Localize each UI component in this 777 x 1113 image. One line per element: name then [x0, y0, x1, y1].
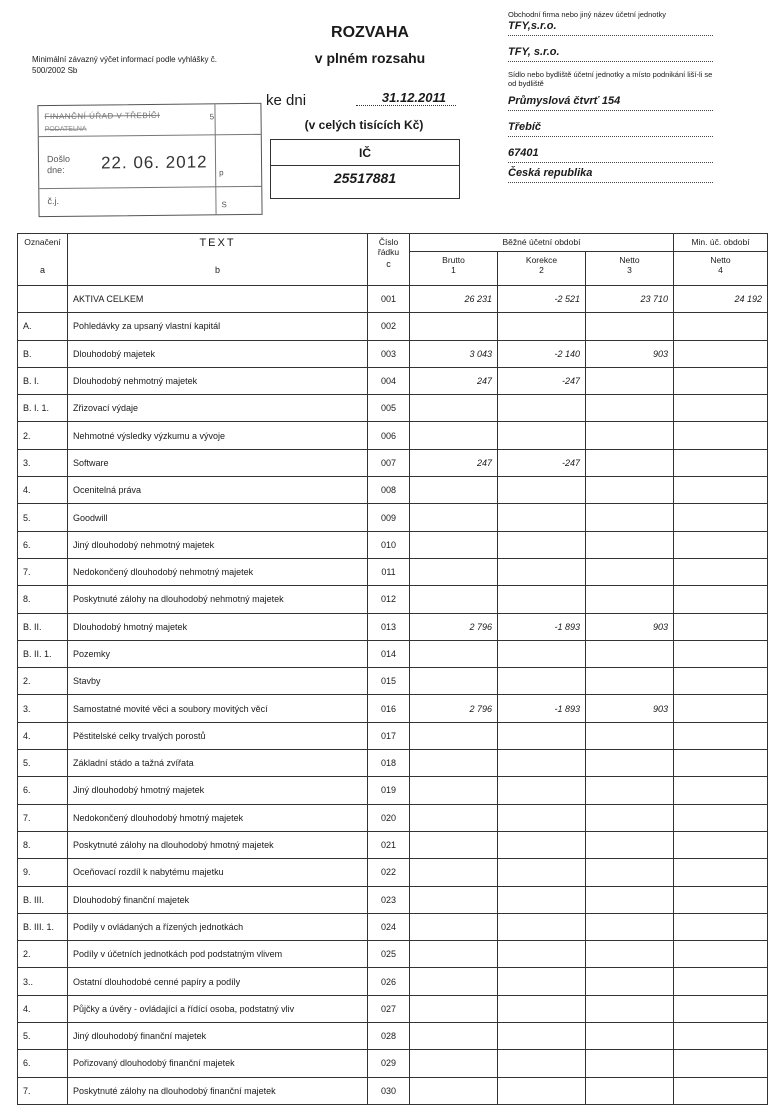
row-netto — [586, 804, 674, 831]
row-brutto: 247 — [410, 449, 498, 476]
row-text: Dlouhodobý hmotný majetek — [68, 613, 368, 640]
row-brutto — [410, 395, 498, 422]
row-korekce: -247 — [498, 449, 586, 476]
header-mark: Označení a — [18, 234, 68, 286]
row-brutto — [410, 1023, 498, 1050]
row-text: Dlouhodobý nehmotný majetek — [68, 367, 368, 394]
row-text: Jiný dlouhodobý finanční majetek — [68, 1023, 368, 1050]
row-brutto — [410, 913, 498, 940]
row-netto: 903 — [586, 695, 674, 722]
row-text: Ocenitelná práva — [68, 477, 368, 504]
header-brutto: Brutto 1 — [410, 252, 498, 286]
row-brutto — [410, 477, 498, 504]
row-korekce — [498, 886, 586, 913]
row-korekce — [498, 777, 586, 804]
row-netto-previous — [674, 613, 768, 640]
row-mark: 3.. — [18, 968, 68, 995]
table-row — [18, 804, 768, 831]
row-text: Nehmotné výsledky výzkumu a vývoje — [68, 422, 368, 449]
row-netto — [586, 831, 674, 858]
firm-name-2: TFY, s.r.o. — [508, 45, 713, 62]
row-number: 018 — [368, 750, 410, 777]
row-text: Dlouhodobý majetek — [68, 340, 368, 367]
row-mark: 8. — [18, 831, 68, 858]
row-number: 003 — [368, 340, 410, 367]
row-netto-previous — [674, 531, 768, 558]
table-row — [18, 995, 768, 1022]
row-netto: 23 710 — [586, 286, 674, 313]
table-row — [18, 313, 768, 340]
table-row — [18, 750, 768, 777]
row-korekce — [498, 968, 586, 995]
row-brutto — [410, 1077, 498, 1104]
row-brutto: 247 — [410, 367, 498, 394]
table-row — [18, 1077, 768, 1104]
row-mark: 7. — [18, 1077, 68, 1104]
row-korekce — [498, 1050, 586, 1077]
row-text: Zřizovací výdaje — [68, 395, 368, 422]
row-netto — [586, 722, 674, 749]
table-row — [18, 722, 768, 749]
row-number: 028 — [368, 1023, 410, 1050]
row-brutto — [410, 422, 498, 449]
row-netto — [586, 886, 674, 913]
row-netto-previous — [674, 1023, 768, 1050]
row-netto-previous — [674, 886, 768, 913]
row-korekce — [498, 804, 586, 831]
row-text: Pohledávky za upsaný vlastní kapitál — [68, 313, 368, 340]
row-mark: 5. — [18, 504, 68, 531]
row-text: Pozemky — [68, 640, 368, 667]
row-korekce — [498, 504, 586, 531]
row-brutto — [410, 777, 498, 804]
ic-value: 25517881 — [333, 170, 397, 186]
table-row — [18, 422, 768, 449]
row-mark: 4. — [18, 477, 68, 504]
row-text: Dlouhodobý finanční majetek — [68, 886, 368, 913]
row-brutto — [410, 831, 498, 858]
row-korekce — [498, 831, 586, 858]
row-netto-previous — [674, 586, 768, 613]
row-korekce — [498, 640, 586, 667]
row-korekce — [498, 913, 586, 940]
row-netto-previous — [674, 367, 768, 394]
row-brutto — [410, 804, 498, 831]
row-mark: 2. — [18, 422, 68, 449]
row-mark: B. I. 1. — [18, 395, 68, 422]
row-mark: 5. — [18, 1023, 68, 1050]
row-text: Nedokončený dlouhodobý hmotný majetek — [68, 804, 368, 831]
header-row-number: Číslo řádku c — [368, 234, 410, 286]
row-number: 029 — [368, 1050, 410, 1077]
row-text: AKTIVA CELKEM — [68, 286, 368, 313]
row-netto-previous — [674, 750, 768, 777]
row-text: Jiný dlouhodobý hmotný majetek — [68, 777, 368, 804]
row-text: Samostatné movité věci a soubory movitých věcí — [68, 695, 368, 722]
row-mark: 4. — [18, 995, 68, 1022]
balance-sheet-table — [17, 233, 768, 1105]
table-row — [18, 340, 768, 367]
row-text: Poskytnuté zálohy na dlouhodobý finanční majetek — [68, 1077, 368, 1104]
row-mark: B. III. — [18, 886, 68, 913]
table-row — [18, 886, 768, 913]
row-text: Pořizovaný dlouhodobý finanční majetek — [68, 1050, 368, 1077]
ic-box — [270, 139, 460, 199]
row-mark: 4. — [18, 722, 68, 749]
table-row — [18, 859, 768, 886]
row-netto-previous — [674, 668, 768, 695]
row-mark: B. III. 1. — [18, 913, 68, 940]
row-korekce — [498, 422, 586, 449]
row-netto — [586, 913, 674, 940]
table-row — [18, 695, 768, 722]
row-korekce: -2 521 — [498, 286, 586, 313]
row-number: 020 — [368, 804, 410, 831]
row-number: 024 — [368, 913, 410, 940]
stamp-mark-2: p — [219, 168, 224, 178]
table-row — [18, 477, 768, 504]
row-korekce — [498, 313, 586, 340]
row-korekce — [498, 941, 586, 968]
row-netto — [586, 422, 674, 449]
row-number: 002 — [368, 313, 410, 340]
row-text: Základní stádo a tažná zvířata — [68, 750, 368, 777]
row-number: 030 — [368, 1077, 410, 1104]
row-netto-previous — [674, 340, 768, 367]
row-text: Nedokončený dlouhodobý nehmotný majetek — [68, 558, 368, 585]
row-number: 007 — [368, 449, 410, 476]
document-subtitle: v plném rozsahu — [314, 50, 426, 66]
header-netto-previous: Netto 4 — [674, 252, 768, 286]
row-brutto — [410, 968, 498, 995]
row-brutto — [410, 886, 498, 913]
row-number: 023 — [368, 886, 410, 913]
stamp-received-date: 22. 06. 2012 — [100, 152, 208, 173]
row-number: 001 — [368, 286, 410, 313]
row-text: Půjčky a úvěry - ovládající a řídící osoba, podstatný vliv — [68, 995, 368, 1022]
row-korekce — [498, 558, 586, 585]
row-netto-previous: 24 192 — [674, 286, 768, 313]
row-text: Pěstitelské celky trvalých porostů — [68, 722, 368, 749]
row-number: 015 — [368, 668, 410, 695]
document-title: ROZVAHA — [331, 24, 409, 41]
row-korekce — [498, 995, 586, 1022]
row-netto-previous — [674, 504, 768, 531]
row-text: Oceňovací rozdíl k nabytému majetku — [68, 859, 368, 886]
row-mark: 6. — [18, 531, 68, 558]
row-netto-previous — [674, 313, 768, 340]
minimum-disclosure-note: Minimální závazný výčet informací podle vyhlášky č. 500/2002 Sb — [32, 55, 217, 75]
units-note: (v celých tisících Kč) — [304, 118, 424, 132]
row-netto-previous — [674, 695, 768, 722]
row-korekce — [498, 722, 586, 749]
row-text: Stavby — [68, 668, 368, 695]
header-text: TEXT b — [68, 234, 368, 286]
row-brutto — [410, 586, 498, 613]
received-stamp — [37, 103, 262, 217]
row-mark: 9. — [18, 859, 68, 886]
row-brutto — [410, 941, 498, 968]
row-number: 019 — [368, 777, 410, 804]
row-text: Software — [68, 449, 368, 476]
row-netto-previous — [674, 477, 768, 504]
row-netto-previous — [674, 913, 768, 940]
row-netto — [586, 449, 674, 476]
table-row — [18, 777, 768, 804]
zip: 67401 — [508, 146, 713, 163]
row-netto-previous — [674, 968, 768, 995]
row-netto — [586, 750, 674, 777]
row-netto — [586, 313, 674, 340]
city: Třebíč — [508, 120, 713, 137]
ic-label: IČ — [271, 140, 459, 166]
row-korekce: -247 — [498, 367, 586, 394]
row-netto — [586, 640, 674, 667]
table-row — [18, 531, 768, 558]
row-mark: 6. — [18, 777, 68, 804]
row-korekce — [498, 750, 586, 777]
row-brutto: 3 043 — [410, 340, 498, 367]
row-number: 022 — [368, 859, 410, 886]
row-netto — [586, 1050, 674, 1077]
table-row — [18, 504, 768, 531]
row-number: 017 — [368, 722, 410, 749]
row-netto — [586, 995, 674, 1022]
row-number: 012 — [368, 586, 410, 613]
row-netto-previous — [674, 1077, 768, 1104]
row-mark: B. I. — [18, 367, 68, 394]
row-number: 006 — [368, 422, 410, 449]
row-mark: 7. — [18, 558, 68, 585]
row-korekce: -1 893 — [498, 613, 586, 640]
row-brutto — [410, 640, 498, 667]
stamp-office: FINANČNÍ ÚŘAD V TŘEBÍČI — [44, 110, 160, 122]
row-number: 026 — [368, 968, 410, 995]
row-netto-previous — [674, 831, 768, 858]
row-mark: 8. — [18, 586, 68, 613]
row-korekce — [498, 1077, 586, 1104]
row-mark: 6. — [18, 1050, 68, 1077]
row-korekce: -1 893 — [498, 695, 586, 722]
row-brutto — [410, 313, 498, 340]
row-number: 009 — [368, 504, 410, 531]
row-netto-previous — [674, 722, 768, 749]
row-netto-previous — [674, 941, 768, 968]
as-of-date: 31.12.2011 — [356, 90, 456, 106]
row-korekce — [498, 1023, 586, 1050]
row-brutto: 26 231 — [410, 286, 498, 313]
row-netto-previous — [674, 804, 768, 831]
header-previous-period: Min. úč. období — [674, 234, 768, 252]
row-number: 014 — [368, 640, 410, 667]
row-netto — [586, 367, 674, 394]
row-netto-previous — [674, 1050, 768, 1077]
table-row — [18, 286, 768, 313]
row-netto — [586, 777, 674, 804]
row-netto: 903 — [586, 613, 674, 640]
row-mark: 2. — [18, 941, 68, 968]
table-row — [18, 941, 768, 968]
row-korekce — [498, 668, 586, 695]
row-brutto — [410, 750, 498, 777]
row-brutto — [410, 1050, 498, 1077]
table-row — [18, 640, 768, 667]
table-row — [18, 968, 768, 995]
table-row — [18, 367, 768, 394]
table-row — [18, 668, 768, 695]
row-text: Poskytnuté zálohy na dlouhodobý nehmotný majetek — [68, 586, 368, 613]
row-brutto: 2 796 — [410, 695, 498, 722]
header-current-period: Běžné účetní období — [410, 234, 674, 252]
row-brutto — [410, 859, 498, 886]
row-text: Ostatní dlouhodobé cenné papíry a podíly — [68, 968, 368, 995]
row-netto — [586, 558, 674, 585]
row-korekce: -2 140 — [498, 340, 586, 367]
table-row — [18, 1023, 768, 1050]
row-brutto — [410, 995, 498, 1022]
row-text: Podíly v účetních jednotkách pod podstatným vlivem — [68, 941, 368, 968]
row-netto-previous — [674, 995, 768, 1022]
company-info — [508, 10, 713, 186]
firm-label: Obchodní firma nebo jiný název účetní jednotky — [508, 10, 667, 19]
row-text: Goodwill — [68, 504, 368, 531]
row-number: 005 — [368, 395, 410, 422]
row-netto — [586, 504, 674, 531]
row-korekce — [498, 859, 586, 886]
row-mark: B. II. 1. — [18, 640, 68, 667]
row-netto — [586, 941, 674, 968]
row-mark — [18, 286, 68, 313]
table-row — [18, 586, 768, 613]
row-text: Poskytnuté zálohy na dlouhodobý hmotný majetek — [68, 831, 368, 858]
row-korekce — [498, 531, 586, 558]
table-row — [18, 558, 768, 585]
row-netto — [586, 1077, 674, 1104]
row-mark: 2. — [18, 668, 68, 695]
row-netto — [586, 531, 674, 558]
row-netto — [586, 395, 674, 422]
row-mark: 3. — [18, 449, 68, 476]
row-netto — [586, 586, 674, 613]
row-netto-previous — [674, 558, 768, 585]
row-mark: 7. — [18, 804, 68, 831]
stamp-mark-3: S — [221, 200, 227, 210]
row-netto: 903 — [586, 340, 674, 367]
row-mark: 3. — [18, 695, 68, 722]
row-korekce — [498, 395, 586, 422]
table-row — [18, 395, 768, 422]
stamp-cj-label: č.j. — [47, 195, 59, 207]
street: Průmyslová čtvrť 154 — [508, 94, 713, 111]
row-netto — [586, 859, 674, 886]
row-text: Jiný dlouhodobý nehmotný majetek — [68, 531, 368, 558]
stamp-dept: PODATELNA — [44, 125, 87, 134]
row-number: 004 — [368, 367, 410, 394]
row-brutto — [410, 504, 498, 531]
row-number: 008 — [368, 477, 410, 504]
row-mark: 5. — [18, 750, 68, 777]
seat-label: Sídlo nebo bydliště účetní jednotky a místo podnikání liší-li se od bydliště — [508, 70, 713, 88]
row-mark: B. II. — [18, 613, 68, 640]
row-netto-previous — [674, 449, 768, 476]
row-brutto — [410, 558, 498, 585]
row-netto-previous — [674, 395, 768, 422]
country: Česká republika — [508, 166, 713, 183]
row-number: 013 — [368, 613, 410, 640]
stamp-mark-1: 5 — [209, 112, 215, 122]
row-netto — [586, 1023, 674, 1050]
header-korekce: Korekce 2 — [498, 252, 586, 286]
row-number: 010 — [368, 531, 410, 558]
row-mark: B. — [18, 340, 68, 367]
table-row — [18, 831, 768, 858]
row-netto-previous — [674, 777, 768, 804]
row-netto — [586, 968, 674, 995]
stamp-received-label: Došlo dne: — [46, 153, 71, 176]
row-number: 021 — [368, 831, 410, 858]
row-mark: A. — [18, 313, 68, 340]
row-number: 025 — [368, 941, 410, 968]
table-row — [18, 613, 768, 640]
row-brutto — [410, 531, 498, 558]
as-of-label: ke dni — [266, 92, 307, 109]
row-text: Podíly v ovládaných a řízených jednotkách — [68, 913, 368, 940]
table-row — [18, 913, 768, 940]
row-korekce — [498, 586, 586, 613]
row-brutto — [410, 722, 498, 749]
row-netto — [586, 477, 674, 504]
row-korekce — [498, 477, 586, 504]
row-brutto — [410, 668, 498, 695]
table-row — [18, 449, 768, 476]
row-netto-previous — [674, 640, 768, 667]
row-number: 027 — [368, 995, 410, 1022]
firm-name-1: TFY,s.r.o. — [508, 19, 713, 36]
row-brutto: 2 796 — [410, 613, 498, 640]
row-netto — [586, 668, 674, 695]
row-netto-previous — [674, 859, 768, 886]
table-row — [18, 1050, 768, 1077]
row-number: 016 — [368, 695, 410, 722]
row-netto-previous — [674, 422, 768, 449]
row-number: 011 — [368, 558, 410, 585]
header-netto: Netto 3 — [586, 252, 674, 286]
